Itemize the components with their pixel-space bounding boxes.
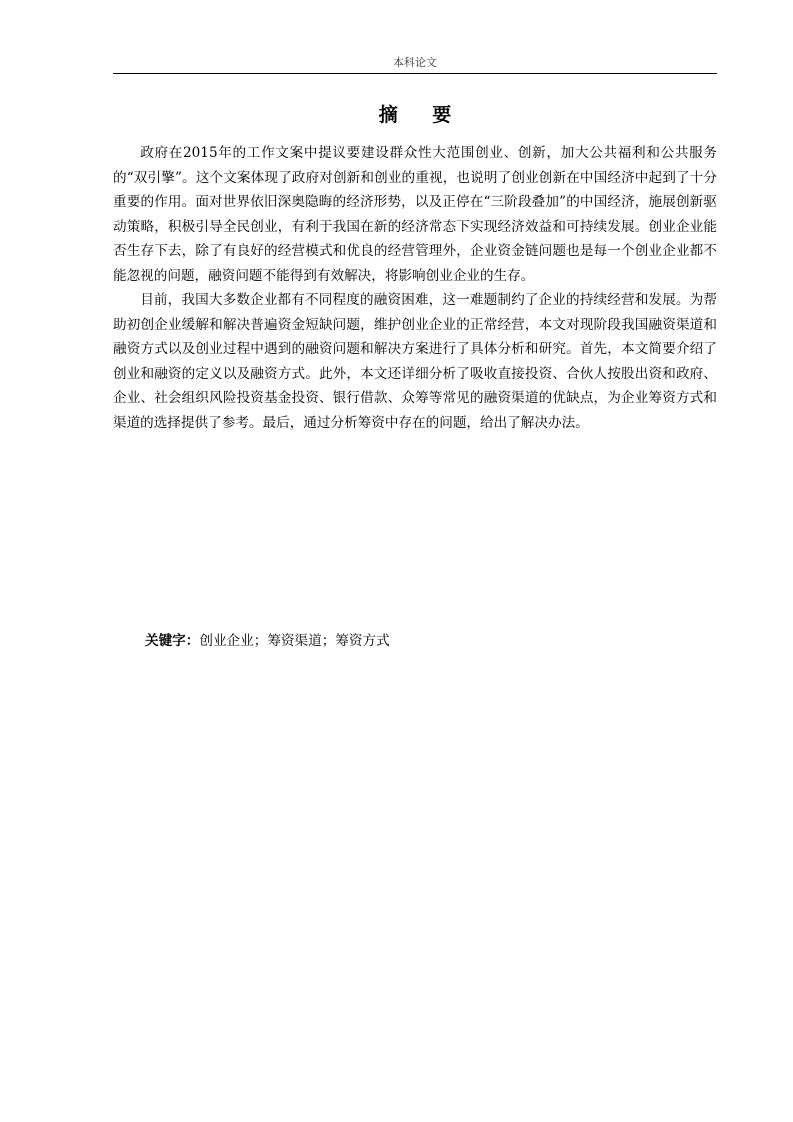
abstract-paragraph-1: 政府在2015年的工作文案中提议要建设群众性大范围创业、创新，加大公共福利和公共服务的“双引擎”。这个文案体现了政府对创新和创业的重视，也说明了创业创新在中国经济中起到了十分重要的作用。面对世界依旧深奥隐晦的经济形势，以及正停在“三阶段叠加”的中国经济，施展创新驱动策略，积极引导全民创业，有利于我国在新的经济常态下实现经济效益和可持续发展。创业企业能否生存下去，除了有良好的经营模式和优良的经营管理外，企业资金链问题也是每一个创业企业都不能忽视的问题，融资问题不能得到有效解决，将影响创业企业的生存。 [113, 145, 717, 284]
abstract-body [113, 141, 717, 435]
keywords-value: 创业企业；筹资渠道；筹资方式 [199, 633, 390, 649]
abstract-title: 摘 要 [378, 104, 466, 126]
header-rule [113, 73, 717, 74]
abstract-paragraph-2: 目前，我国大多数企业都有不同程度的融资困难，这一难题制约了企业的持续经营和发展。为帮助初创企业缓解和解决普遍资金短缺问题，维护创业企业的正常经营，本文对现阶段我国融资渠道和融资方式以及创业过程中遇到的融资问题和解决方案进行了具体分析和研究。首先，本文简要介绍了创业和融资的定义以及融资方式。此外，本文还详细分析了吸收直接投资、合伙人按股出资和政府、企业、社会组织风险投资基金投资、银行借款、众筹等常见的融资渠道的优缺点，为企业筹资方式和渠道的选择提供了参考。最后，通过分析筹资中存在的问题，给出了解决办法。 [113, 292, 717, 431]
keywords [145, 631, 717, 651]
running-header: 本科论文 [393, 56, 437, 69]
keywords-label: 关键字： [145, 633, 200, 649]
